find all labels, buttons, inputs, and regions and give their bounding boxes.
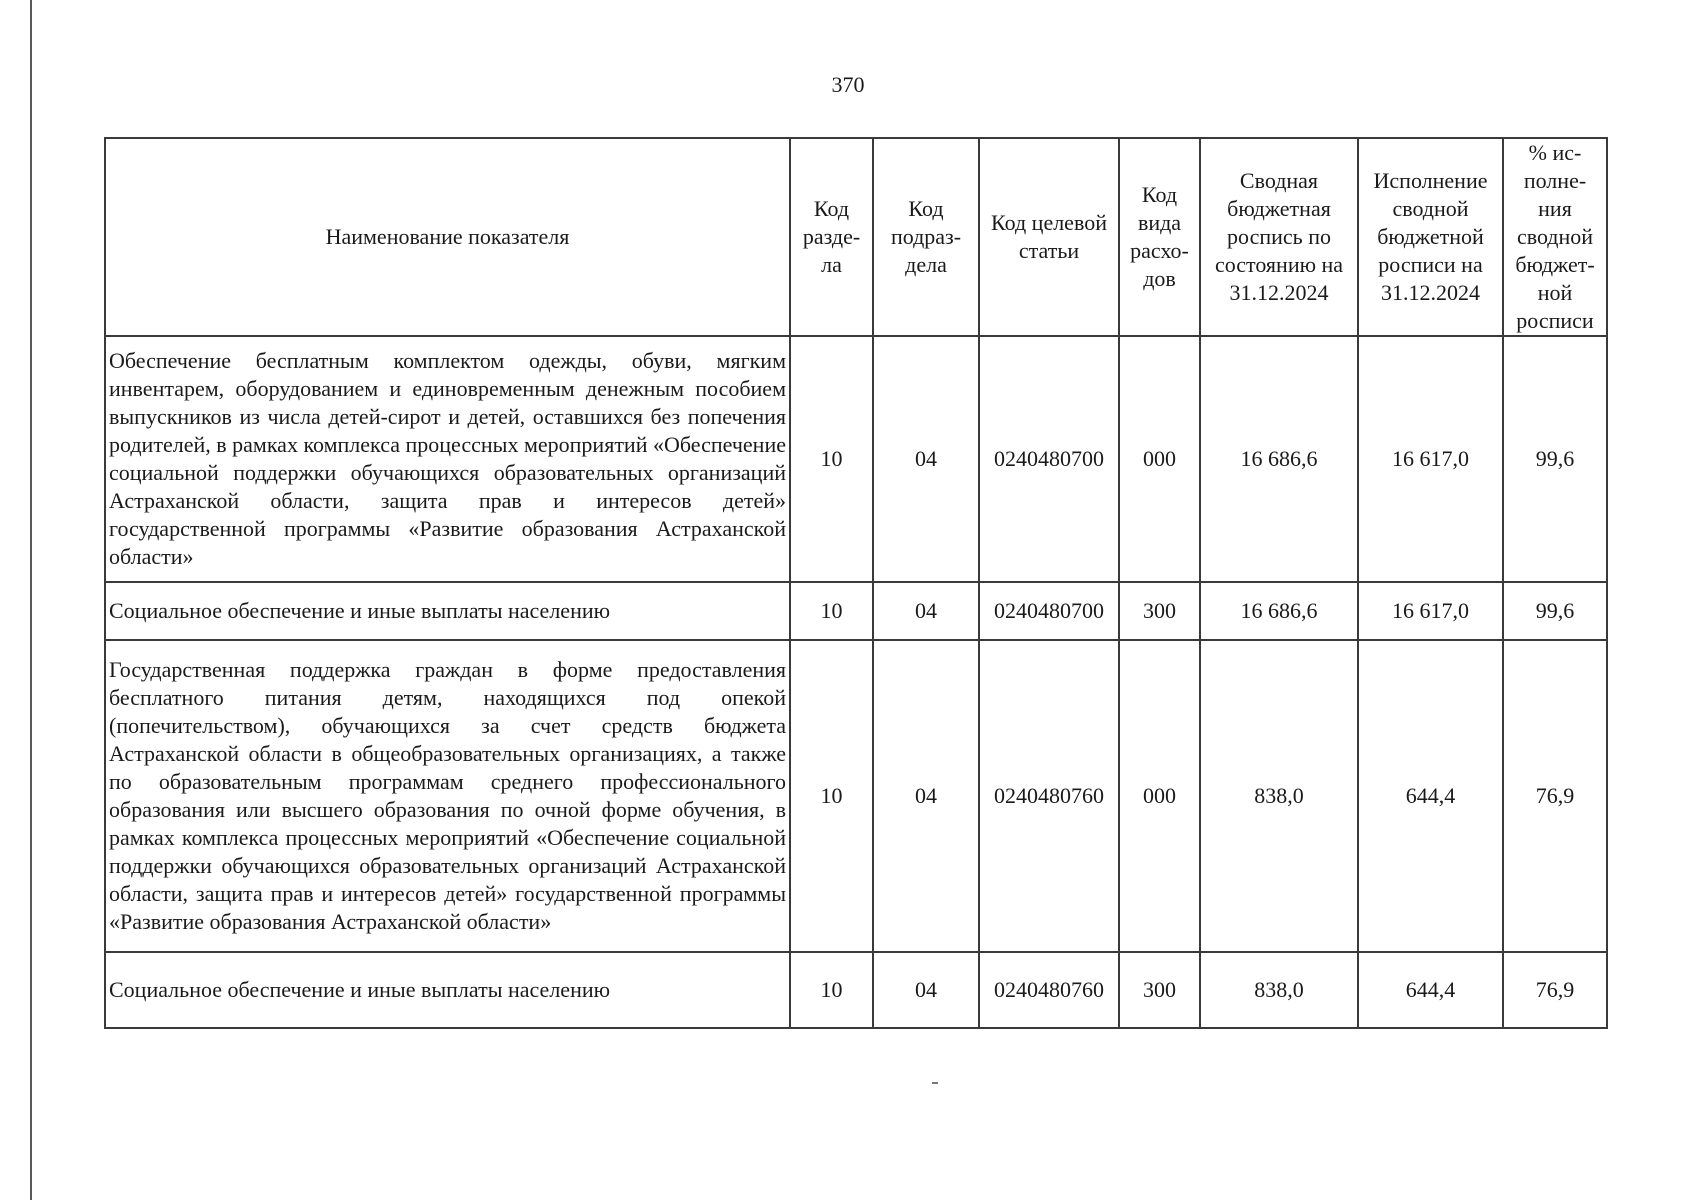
row-budget-plan: 838,0 (1200, 640, 1358, 952)
row-target-code: 0240480700 (979, 336, 1119, 582)
row-target-code: 0240480700 (979, 582, 1119, 640)
table-row (105, 336, 1607, 582)
row-budget-execution: 16 617,0 (1358, 582, 1503, 640)
row-subsection-code: 04 (873, 336, 979, 582)
row-expense-type-code: 300 (1119, 582, 1200, 640)
row-expense-type-code: 000 (1119, 336, 1200, 582)
row-name: Обеспечение бесплатным комплектом одежды, обуви, мягким инвентарем, оборудованием и единовременным денежным пособием выпускников из числа детей-сирот и детей, оставшихся без попечения родителей, в рамках комплекса процессных мероприятий «Обеспечение социальной поддержки обучающихся образовательных организаций Астраханской области, защита прав и интересов детей» государственной программы «Развитие образования Астраханской области» (105, 336, 790, 582)
row-section-code: 10 (790, 952, 873, 1028)
row-expense-type-code: 000 (1119, 640, 1200, 952)
row-budget-execution: 644,4 (1358, 640, 1503, 952)
budget-execution-table (104, 137, 1608, 1029)
header-section-code: Код разде- ла (790, 138, 873, 336)
row-name: Государственная поддержка граждан в форме предоставления бесплатного питания детям, находящихся под опекой (попечительством), обучающихся за счет средств бюджета Астраханской области в общеобразовательных организациях, а также по образовательным программам среднего профессионального образования или высшего образования по очной форме обучения, в рамках комплекса процессных мероприятий «Обеспечение социальной поддержки обучающихся образовательных организаций Астраханской области, защита прав и интересов детей» государственной программы «Развитие образования Астраханской области» (105, 640, 790, 952)
row-execution-percent: 76,9 (1503, 952, 1607, 1028)
row-subsection-code: 04 (873, 952, 979, 1028)
row-execution-percent: 99,6 (1503, 336, 1607, 582)
table-header-row (105, 138, 1607, 336)
row-section-code: 10 (790, 582, 873, 640)
row-target-code: 0240480760 (979, 640, 1119, 952)
header-expense-type-code: Код вида расхо- дов (1119, 138, 1200, 336)
table-row (105, 582, 1607, 640)
row-budget-execution: 644,4 (1358, 952, 1503, 1028)
scan-speck (932, 1082, 938, 1084)
row-execution-percent: 76,9 (1503, 640, 1607, 952)
row-budget-plan: 16 686,6 (1200, 336, 1358, 582)
header-execution-percent: % ис- полне- ния сводной бюджет- ной росписи (1503, 138, 1607, 336)
row-name: Социальное обеспечение и иные выплаты населению (105, 582, 790, 640)
header-target-code: Код целевой статьи (979, 138, 1119, 336)
header-subsection-code: Код подраз- дела (873, 138, 979, 336)
header-name: Наименование показателя (105, 138, 790, 336)
header-budget-execution: Исполнение сводной бюджетной росписи на 31.12.2024 (1358, 138, 1503, 336)
row-subsection-code: 04 (873, 640, 979, 952)
table-row (105, 640, 1607, 952)
row-section-code: 10 (790, 336, 873, 582)
row-budget-plan: 16 686,6 (1200, 582, 1358, 640)
table-row (105, 952, 1607, 1028)
row-subsection-code: 04 (873, 582, 979, 640)
row-name: Социальное обеспечение и иные выплаты населению (105, 952, 790, 1028)
row-execution-percent: 99,6 (1503, 582, 1607, 640)
header-budget-plan: Сводная бюджетная роспись по состоянию на 31.12.2024 (1200, 138, 1358, 336)
row-expense-type-code: 300 (1119, 952, 1200, 1028)
row-target-code: 0240480760 (979, 952, 1119, 1028)
scan-edge-line (30, 0, 32, 1200)
page-number: 370 (831, 72, 865, 97)
row-budget-plan: 838,0 (1200, 952, 1358, 1028)
row-section-code: 10 (790, 640, 873, 952)
row-budget-execution: 16 617,0 (1358, 336, 1503, 582)
